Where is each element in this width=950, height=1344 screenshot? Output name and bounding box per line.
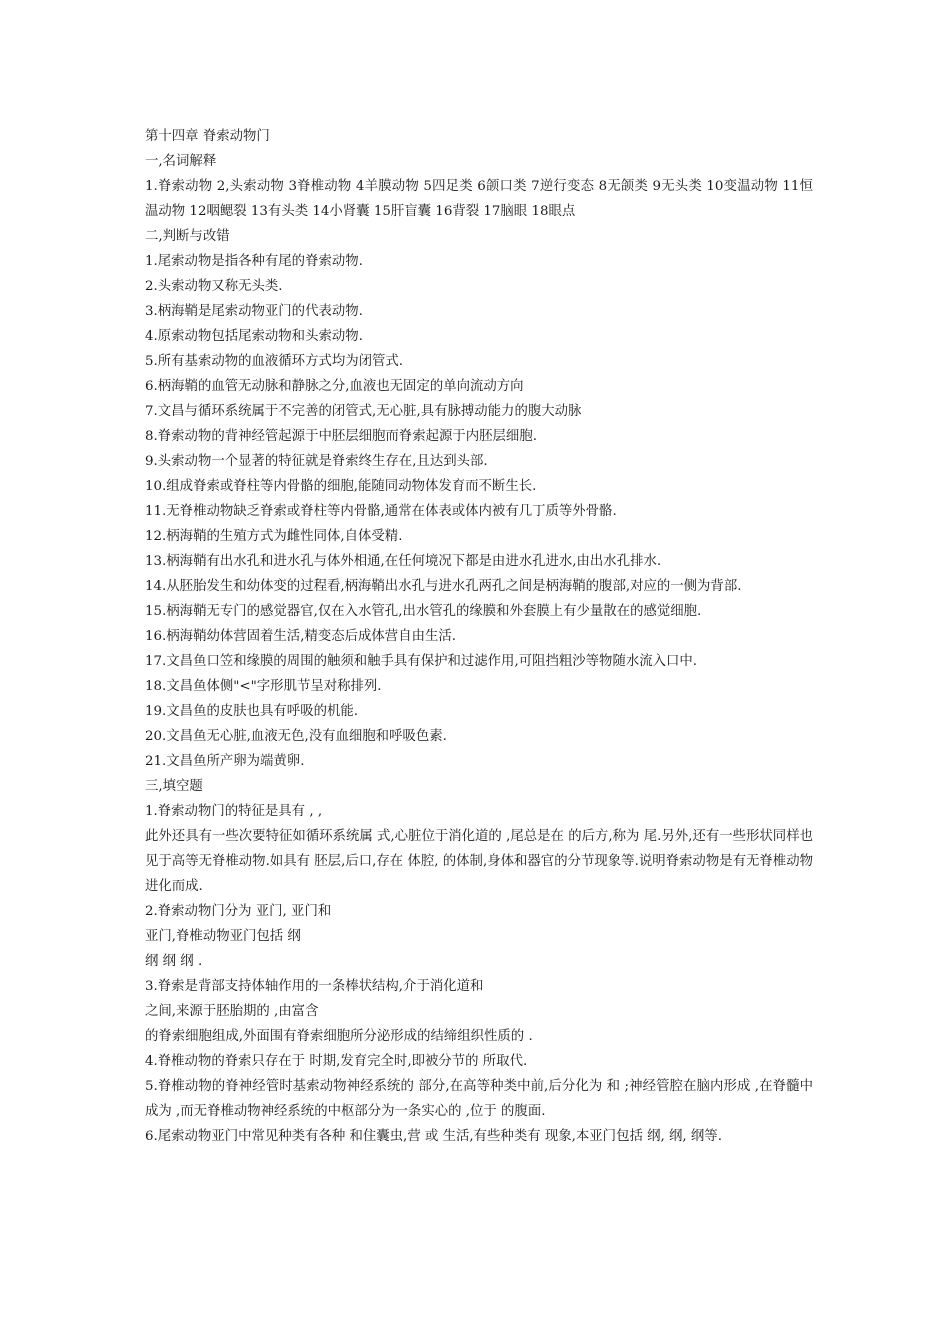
fill-in-item: 2.脊索动物门分为 亚门, 亚门和 (145, 904, 332, 919)
document-page (145, 124, 813, 1149)
section-heading: 二,判断与改错 (145, 229, 230, 244)
question-item: 10.组成脊索或脊柱等内骨骼的细胞,能随同动物体发育而不断生长. (145, 479, 537, 494)
question-item: 6.柄海鞘的血管无动脉和静脉之分,血液也无固定的单向流动方向 (145, 379, 524, 394)
fill-in-item: 此外还具有一些次要特征如循环系统属 式,心脏位于消化道的 ,尾总是在 的后方,称为 尾.另外,还有一些形状同样也见于高等无脊椎动物.如具有 胚层,后口,存在 体腔, 的体制,身体和器官的分节现象等.说明脊索动物是有无脊椎动物进化而成. (145, 829, 813, 894)
question-item: 13.柄海鞘有出水孔和进水孔与体外相通,在任何境况下都是由进水孔进水,由出水孔排水. (145, 554, 662, 569)
question-item: 12.柄海鞘的生殖方式为雌性同体,自体受精. (145, 529, 403, 544)
fill-in-item: 纲 纲 纲 . (145, 954, 203, 969)
fill-in-item: 亚门,脊椎动物亚门包括 纲 (145, 929, 301, 944)
fill-in-item: 6.尾索动物亚门中常见种类有各种 和住囊虫,营 或 生活,有些种类有 现象,本亚门包括 纲, 纲, 纲等. (145, 1129, 722, 1144)
fill-in-item: 4.脊椎动物的脊索只存在于 时期,发育完全时,即被分节的 所取代. (145, 1054, 528, 1069)
question-item: 1.尾索动物是指各种有尾的脊索动物. (145, 254, 363, 269)
question-item: 16.柄海鞘幼体营固着生活,精变态后成体营自由生活. (145, 629, 457, 644)
question-item: 8.脊索动物的背神经管起源于中胚层细胞而脊索起源于内胚层细胞. (145, 429, 537, 444)
fill-in-item: 5.脊椎动物的脊神经管时基索动物神经系统的 部分,在高等种类中前,后分化为 和 ;神经管腔在脑内形成 ,在脊髓中成为 ,而无脊椎动物神经系统的中枢部分为一条实心的 ,位于 的腹面. (145, 1079, 813, 1119)
question-item: 2.头索动物又称无头类. (145, 279, 283, 294)
question-item: 3.柄海鞘是尾索动物亚门的代表动物. (145, 304, 363, 319)
question-item: 21.文昌鱼所产卵为端黄卵. (145, 754, 305, 769)
question-item: 14.从胚胎发生和幼体变的过程看,柄海鞘出水孔与进水孔两孔之间是柄海鞘的腹部,对应的一侧为背部. (145, 579, 742, 594)
fill-in-item: 的脊索细胞组成,外面围有脊索细胞所分泌形成的结缔组织性质的 . (145, 1029, 533, 1044)
section-heading: 一,名词解释 (145, 154, 217, 169)
fill-in-item: 3.脊索是背部支持体轴作用的一条棒状结构,介于消化道和 (145, 979, 484, 994)
question-item: 20.文昌鱼无心脏,血液无色,没有血细胞和呼吸色素. (145, 729, 447, 744)
fill-in-item: 之间,来源于胚胎期的 ,由富含 (145, 1004, 319, 1019)
question-item: 15.柄海鞘无专门的感觉器官,仅在入水管孔,出水管孔的缘膜和外套膜上有少量散在的感觉细胞. (145, 604, 702, 619)
question-item: 5.所有基索动物的血液循环方式均为闭管式. (145, 354, 404, 369)
fill-in-item: 1.脊索动物门的特征是具有 , , (145, 804, 323, 819)
chapter-title: 第十四章 脊索动物门 (145, 129, 270, 144)
question-item: 19.文昌鱼的皮肤也具有呼吸的机能. (145, 704, 359, 719)
question-item: 11.无脊椎动物缺乏脊索或脊柱等内骨骼,通常在体表或体内被有几丁质等外骨骼. (145, 504, 617, 519)
question-item: 4.原索动物包括尾索动物和头索动物. (145, 329, 363, 344)
question-item: 18.文昌鱼体侧"<"字形肌节呈对称排列. (145, 679, 382, 694)
question-item: 7.文昌与循环系统属于不完善的闭管式,无心脏,具有脉搏动能力的腹大动脉 (145, 404, 582, 419)
question-item: 9.头索动物一个显著的特征就是脊索终生存在,且达到头部. (145, 454, 488, 469)
question-item: 17.文昌鱼口笠和缘膜的周围的触须和触手具有保护和过滤作用,可阻挡粗沙等物随水流入口中. (145, 654, 698, 669)
term-list: 1.脊索动物 2,头索动物 3脊椎动物 4羊膜动物 5四足类 6颌口类 7逆行变态 8无颌类 9无头类 10变温动物 11恒温动物 12咽鳃裂 13有头类 14小肾囊 15肝盲囊 16背裂 17脑眼 18眼点 (145, 179, 813, 219)
section-heading: 三,填空题 (145, 779, 203, 794)
